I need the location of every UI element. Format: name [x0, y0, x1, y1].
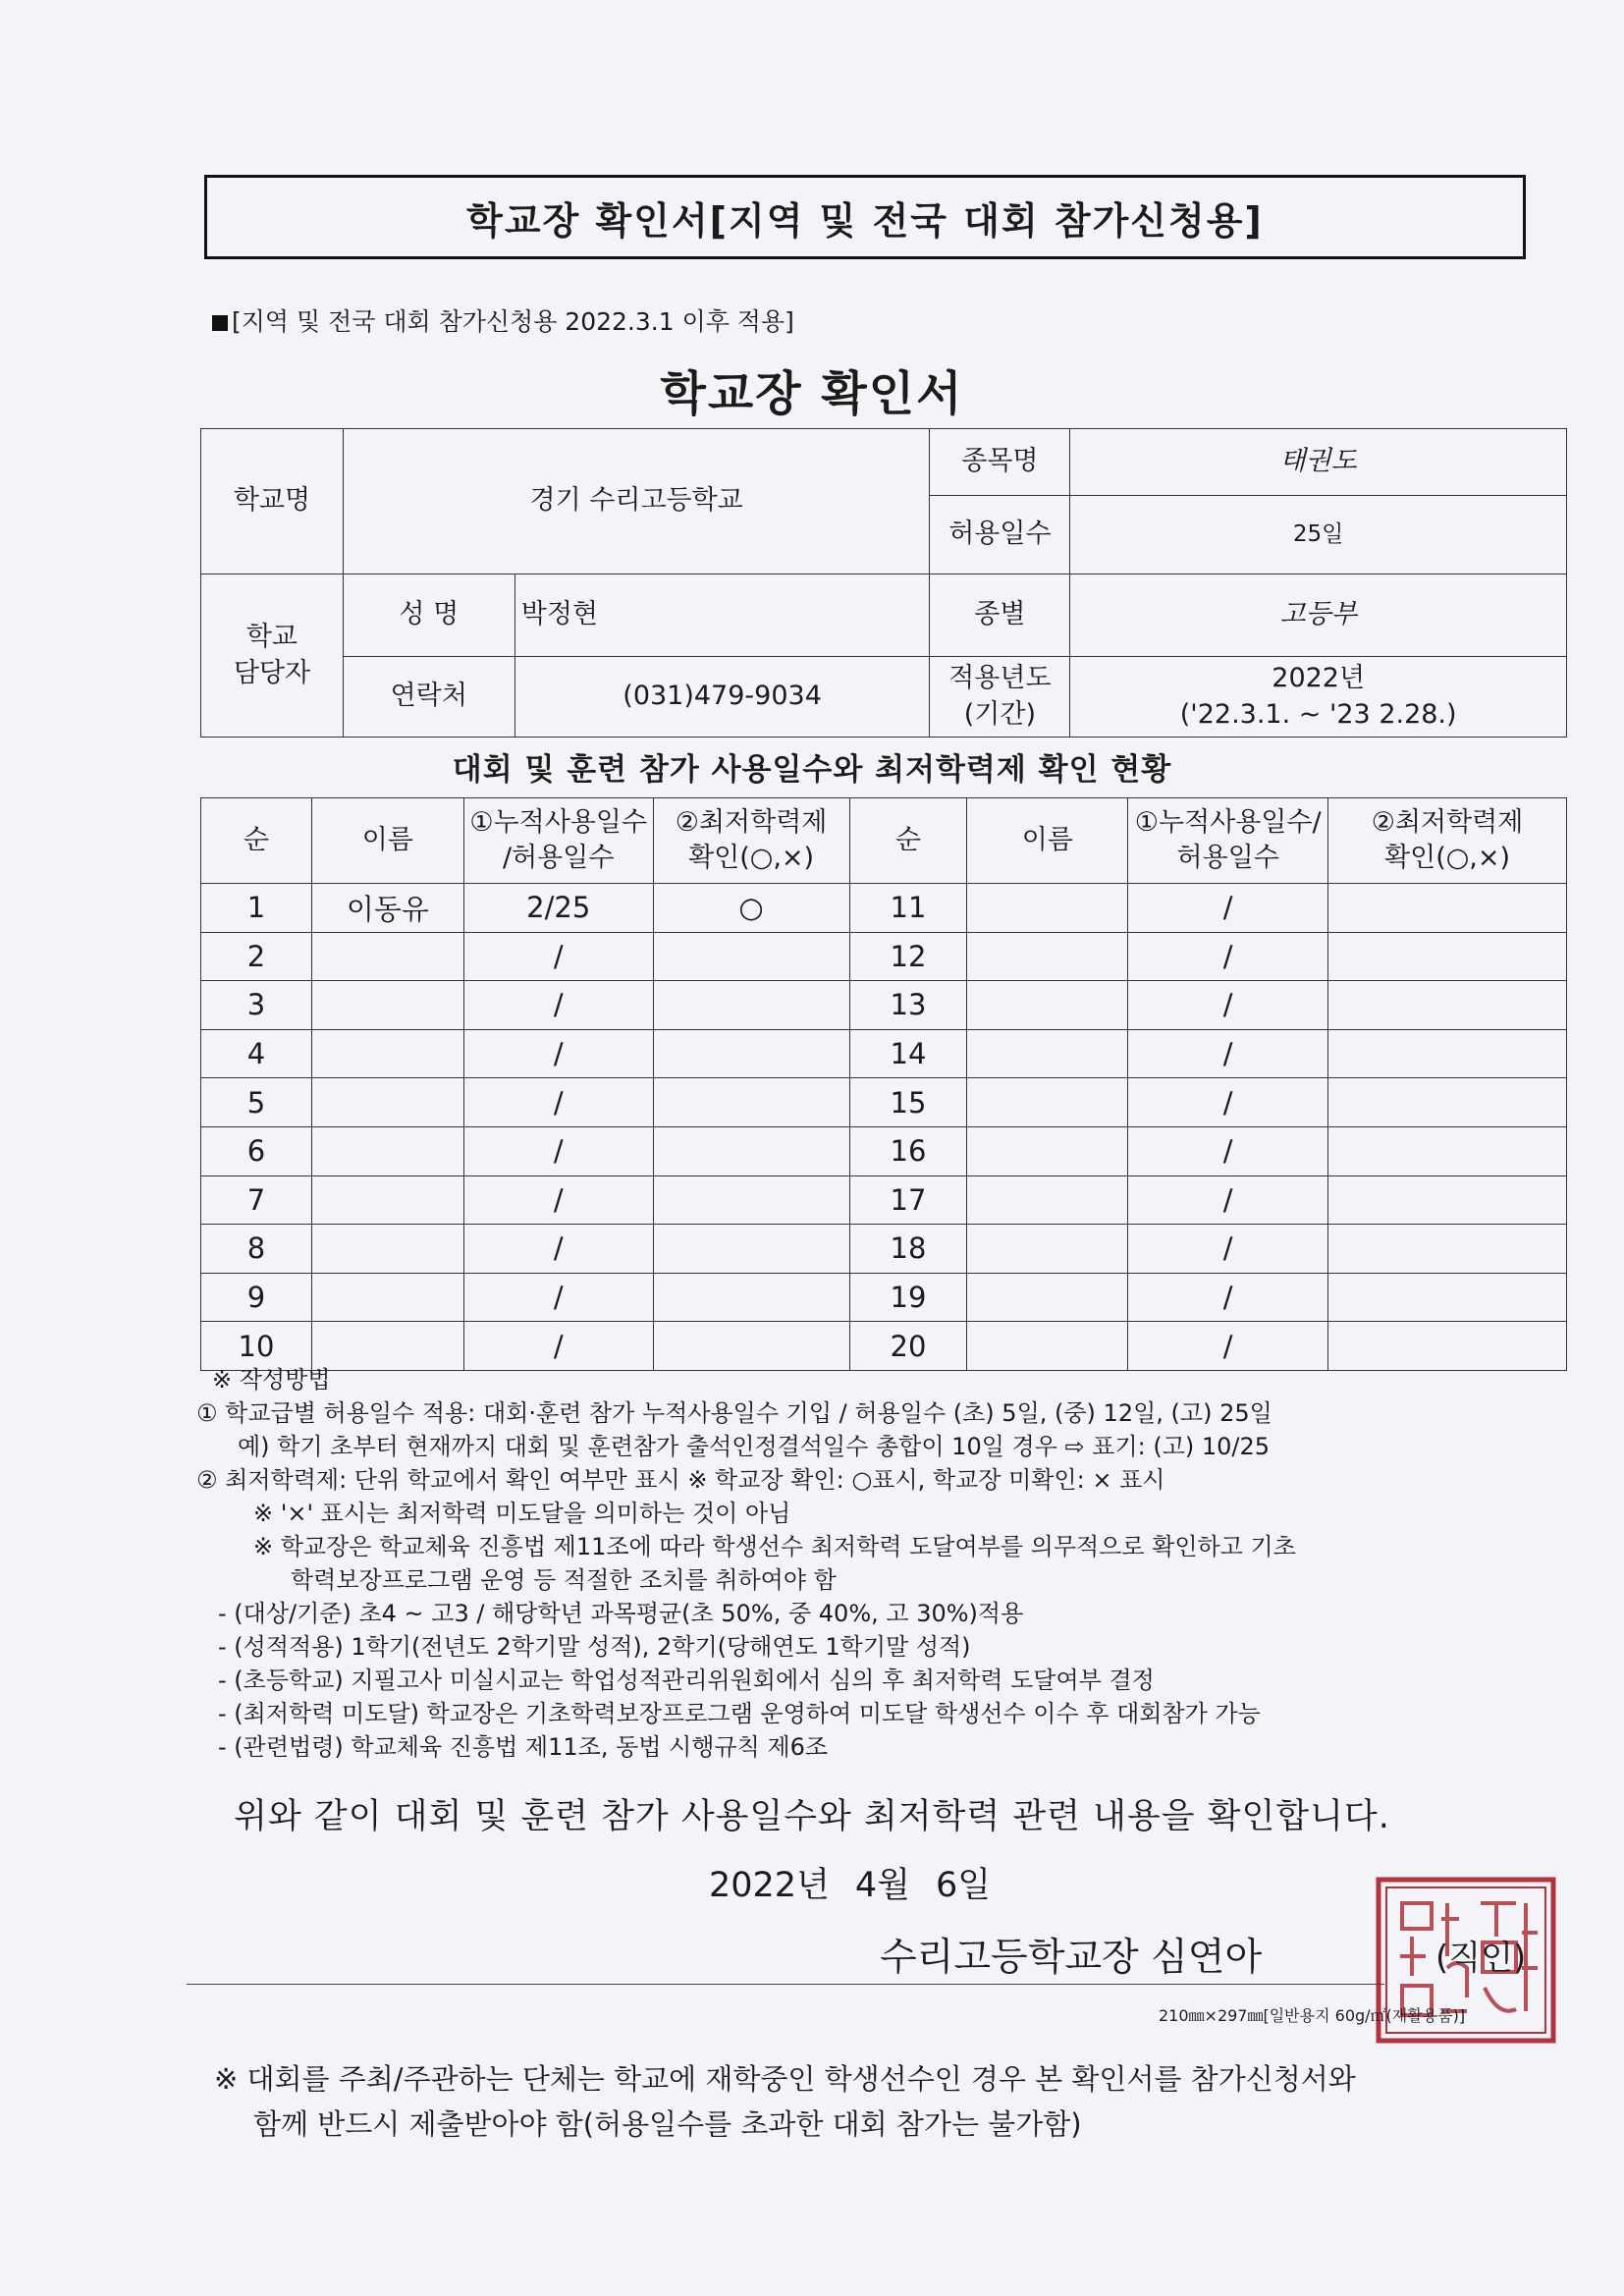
- year-label: 적용년도 (기간): [930, 657, 1070, 738]
- student-name: [967, 981, 1128, 1030]
- days-used: /: [463, 1273, 653, 1322]
- seal-label: (직인): [1435, 1939, 1527, 1978]
- school-label: 학교명: [201, 429, 344, 574]
- col-header: ②최저학력제 확인(○,×): [653, 798, 849, 884]
- note-line: - (성적적용) 1학기(전년도 2학기말 성적), 2학기(당해연도 1학기말 성적): [218, 1633, 971, 1661]
- period-value: ('22.3.1. ~ '23 2.28.): [1179, 698, 1457, 730]
- days-used: /: [463, 1175, 653, 1225]
- year-value: 2022년: [1272, 663, 1366, 694]
- col-header: 순: [201, 798, 312, 884]
- submission-note-line: 함께 반드시 제출받아야 함(허용일수를 초과한 대회 참가는 불가함): [253, 2107, 1082, 2141]
- row-number: 10: [201, 1322, 312, 1371]
- days-used: /: [463, 1078, 653, 1127]
- row-number: 11: [849, 884, 967, 933]
- student-name: [311, 1273, 463, 1322]
- sport-value: 태권도: [1070, 429, 1567, 496]
- note-line: ① 학교급별 허용일수 적용: 대회·훈련 참가 누적사용일수 기입 / 허용일수 (초) 5일, (중) 12일, (고) 25일: [196, 1399, 1272, 1427]
- col-header: ①누적사용일수/ 허용일수: [1128, 798, 1328, 884]
- student-name: [967, 1126, 1128, 1175]
- days-used: /: [1128, 1322, 1328, 1371]
- col-header: ①누적사용일수 /허용일수: [463, 798, 653, 884]
- row-number: 8: [201, 1225, 312, 1274]
- issue-date: [709, 1858, 1016, 1907]
- date-day: 6일: [935, 1866, 992, 1905]
- student-name: [967, 932, 1128, 981]
- table-row: [201, 1078, 1567, 1127]
- table-row: [201, 1225, 1567, 1274]
- student-name: [311, 1126, 463, 1175]
- table-row: [201, 1273, 1567, 1322]
- min-academic-check: [653, 932, 849, 981]
- days-used: /: [1128, 1273, 1328, 1322]
- row-number: 1: [201, 884, 312, 933]
- days-used: /: [1128, 1175, 1328, 1225]
- min-academic-check: [653, 1078, 849, 1127]
- col-header: ②최저학력제 확인(○,×): [1328, 798, 1567, 884]
- square-bullet-icon: [212, 315, 228, 331]
- col-header: 이름: [967, 798, 1128, 884]
- table-row: [201, 1175, 1567, 1225]
- table-row: [201, 932, 1567, 981]
- student-name: [967, 1273, 1128, 1322]
- days-used: /: [463, 1322, 653, 1371]
- divider: [187, 1984, 1384, 1985]
- row-number: 19: [849, 1273, 967, 1322]
- division-value: 고등부: [1070, 574, 1567, 657]
- contact-label: 연락처: [343, 657, 514, 738]
- contact-value: (031)479-9034: [514, 657, 930, 738]
- days-used: /: [463, 1225, 653, 1274]
- note-line: ※ '×' 표시는 최저학력 미도달을 의미하는 것이 아님: [253, 1500, 791, 1527]
- header-title-box: [204, 175, 1526, 259]
- date-month: 4월: [854, 1866, 910, 1905]
- student-name: [967, 884, 1128, 933]
- student-name: [967, 1078, 1128, 1127]
- note-line: - (최저학력 미도달) 학교장은 기초학력보장프로그램 운영하여 미도달 학생선수 이수 후 대회참가 가능: [218, 1700, 1261, 1727]
- min-academic-check: [1328, 932, 1567, 981]
- days-used: /: [463, 1029, 653, 1078]
- days-used: /: [463, 981, 653, 1030]
- allowed-days-label: 허용일수: [930, 496, 1070, 574]
- row-number: 4: [201, 1029, 312, 1078]
- info-table: [200, 428, 1567, 738]
- days-used: /: [1128, 1078, 1328, 1127]
- row-number: 9: [201, 1273, 312, 1322]
- row-number: 17: [849, 1175, 967, 1225]
- table-row: [201, 981, 1567, 1030]
- student-name: [311, 1225, 463, 1274]
- days-used: /: [1128, 1126, 1328, 1175]
- min-academic-check: [1328, 1029, 1567, 1078]
- note-line: 학력보장프로그램 운영 등 적절한 조치를 취하여야 함: [291, 1566, 837, 1594]
- submission-note-line: ※ 대회를 주최/주관하는 단체는 학교에 재학중인 학생선수인 경우 본 확인서를 참가신청서와: [214, 2062, 1356, 2096]
- row-number: 18: [849, 1225, 967, 1274]
- note-line: ※ 학교장은 학교체육 진흥법 제11조에 따라 학생선수 최저학력 도달여부를 의무적으로 확인하고 기초: [253, 1533, 1296, 1560]
- row-number: 12: [849, 932, 967, 981]
- manager-label: 학교 담당자: [201, 574, 344, 738]
- min-academic-check: [1328, 1078, 1567, 1127]
- row-number: 2: [201, 932, 312, 981]
- min-academic-check: [653, 1273, 849, 1322]
- principal-name: 수리고등학교장 심연아: [880, 1936, 1263, 1980]
- name-value: 박정현: [514, 574, 930, 657]
- table-row: [201, 1029, 1567, 1078]
- status-table: [200, 797, 1567, 1371]
- col-header: 이름: [311, 798, 463, 884]
- table-row: [201, 1126, 1567, 1175]
- days-used: /: [463, 1126, 653, 1175]
- min-academic-check: [1328, 1225, 1567, 1274]
- subheading-text: [지역 및 전국 대회 참가신청용 2022.3.1 이후 적용]: [232, 307, 794, 336]
- min-academic-check: [653, 1029, 849, 1078]
- submission-note: [214, 2056, 1356, 2147]
- days-used: /: [1128, 932, 1328, 981]
- subheading: [212, 302, 794, 338]
- notes-section: [196, 1363, 1571, 1764]
- row-number: 15: [849, 1078, 967, 1127]
- student-name: 이동유: [311, 884, 463, 933]
- row-number: 3: [201, 981, 312, 1030]
- date-year: 2022년: [709, 1866, 830, 1905]
- note-line: - (관련법령) 학교체육 진흥법 제11조, 동법 시행규칙 제6조: [218, 1733, 829, 1761]
- form-title: 학교장 확인서: [660, 366, 964, 421]
- note-line: - (대상/기준) 초4 ~ 고3 / 해당학년 과목평균(초 50%, 중 40%, 고 30%)적용: [218, 1600, 1024, 1627]
- note-line: - (초등학교) 지필고사 미실시교는 학업성적관리위원회에서 심의 후 최저학력 도달여부 결정: [218, 1667, 1155, 1694]
- student-name: [311, 1029, 463, 1078]
- name-label: 성 명: [343, 574, 514, 657]
- min-academic-check: [653, 1126, 849, 1175]
- paper-spec: 210㎜×297㎜[일반용지 60g/㎡(재활용품)]: [1159, 2006, 1466, 2025]
- student-name: [311, 932, 463, 981]
- row-number: 6: [201, 1126, 312, 1175]
- min-academic-check: [1328, 884, 1567, 933]
- student-name: [967, 1175, 1128, 1225]
- student-name: [311, 981, 463, 1030]
- min-academic-check: [653, 1175, 849, 1225]
- days-used: /: [1128, 884, 1328, 933]
- days-used: /: [463, 932, 653, 981]
- min-academic-check: [1328, 1175, 1567, 1225]
- student-name: [311, 1175, 463, 1225]
- note-line: ※ 작성방법: [212, 1366, 331, 1394]
- col-header: 순: [849, 798, 967, 884]
- min-academic-check: [653, 1225, 849, 1274]
- student-name: [967, 1029, 1128, 1078]
- row-number: 13: [849, 981, 967, 1030]
- allowed-days-value: 25일: [1070, 496, 1567, 574]
- header-title: 학교장 확인서[지역 및 전국 대회 참가신청용]: [466, 198, 1264, 243]
- min-academic-check: [1328, 1273, 1567, 1322]
- row-number: 5: [201, 1078, 312, 1127]
- days-used: /: [1128, 1029, 1328, 1078]
- days-used: 2/25: [463, 884, 653, 933]
- student-name: [967, 1225, 1128, 1274]
- student-name: [311, 1078, 463, 1127]
- sport-label: 종목명: [930, 429, 1070, 496]
- table-row: [201, 884, 1567, 933]
- min-academic-check: ○: [653, 884, 849, 933]
- note-line: 예) 학기 초부터 현재까지 대회 및 훈련참가 출석인정결석일수 총합이 10일 경우 ⇨ 표기: (고) 10/25: [238, 1433, 1271, 1460]
- school-value: 경기 수리고등학교: [343, 429, 930, 574]
- row-number: 20: [849, 1322, 967, 1371]
- section-title: 대회 및 훈련 참가 사용일수와 최저학력제 확인 현황: [452, 752, 1172, 788]
- row-number: 14: [849, 1029, 967, 1078]
- year-cell: [1070, 657, 1567, 738]
- table-header-row: [201, 798, 1567, 884]
- row-number: 16: [849, 1126, 967, 1175]
- row-number: 7: [201, 1175, 312, 1225]
- days-used: /: [1128, 981, 1328, 1030]
- note-line: ② 최저학력제: 단위 학교에서 확인 여부만 표시 ※ 학교장 확인: ○표시, 학교장 미확인: × 표시: [196, 1466, 1165, 1494]
- days-used: /: [1128, 1225, 1328, 1274]
- division-label: 종별: [930, 574, 1070, 657]
- min-academic-check: [1328, 1126, 1567, 1175]
- min-academic-check: [1328, 981, 1567, 1030]
- confirm-statement: 위와 같이 대회 및 훈련 참가 사용일수와 최저학력 관련 내용을 확인합니다.: [234, 1797, 1390, 1836]
- min-academic-check: [653, 981, 849, 1030]
